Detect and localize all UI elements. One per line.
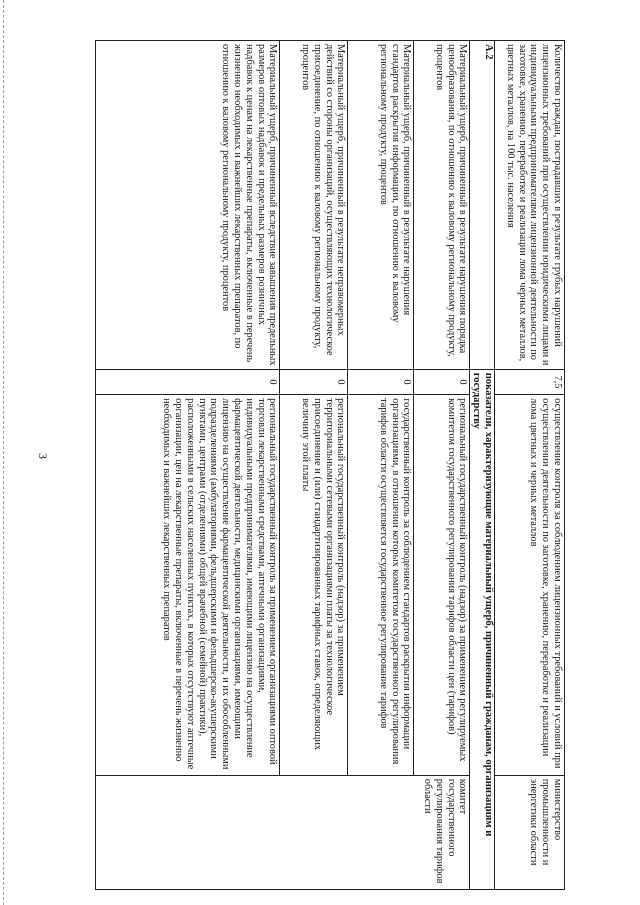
section-code	[470, 41, 495, 370]
procedure-cell: региональный государственный контроль за применением организациями оптовой торговли лекарственными средствами, аптечными организациями, индивидуальными предпринимателями, имеющими лицензию на осуществление фармацевтической деятельности, медицинскими организациями, имеющими лицензию на осуществление фармацевтической деятельности, и их обособленными подразделениями (амбулаториями, фельдшерскими и фельдшерско-акушерскими пунктами, центрами (отделениями) общей врачебной (семейной) практики), расположенными в сельских населенных пунктах, в которых отсутствуют аптечные организации, цен на лекарственные препараты, включенные в перечень жизненно необходимых и важнейших лекарственных препаратов	[96, 395, 280, 776]
rotated-page	[95, 40, 565, 890]
procedure-cell: региональный государственный контроль (надзор) за применением территориальными сетевыми организациями платы за технологическое присоединение и (или) стандартизированных тарифных ставок, определяющих величину этой платы	[280, 395, 348, 776]
value-cell: 0	[414, 369, 470, 394]
value-cell: 7,5	[495, 369, 565, 394]
section-title: показатели, характеризующие материальный ущерб, причиненный гражданам, организациям и государству	[470, 369, 495, 889]
indicator-cell: Материальный ущерб, причиненный в результате нарушения порядка ценообразования, по отношению к валовому региональному продукту, процентов	[414, 41, 470, 370]
authority-cell: комитет государственного регулирования тарифов области	[96, 775, 470, 889]
procedure-cell: региональный государственный контроль (надзор) за применением регулируемых комитетом государственного регулирования тарифов области цен (тарифов)	[414, 395, 470, 776]
table-row	[414, 41, 470, 890]
indicators-table	[95, 40, 565, 890]
value-cell: 0	[280, 369, 348, 394]
table-row	[280, 41, 348, 890]
indicator-cell: Материальный ущерб, причиненный в результате нарушения стандартов раскрытия информации, по отношению к валовому региональному продукту, процентов	[348, 41, 414, 370]
section-code-text: А.2	[483, 44, 494, 60]
page-number: 3	[36, 453, 50, 459]
procedure-cell: государственный контроль за соблюдением стандартов раскрытия информации организациями, в отношении которых комитетом государственного регулирования тарифов области осуществляется государственное регулирование тарифов	[348, 395, 414, 776]
scan-edge	[3, 0, 8, 905]
indicator-cell: Количество граждан, пострадавших в результате грубых нарушений лицензионных требований при осуществлении юридическими лицами и индивидуальными предпринимателями лицензионной деятельности по заготовке, хранению, переработке и реализации лома черных металлов, цветных металлов, на 100 тыс. населения	[495, 41, 565, 370]
table-row	[348, 41, 414, 890]
value-cell: 0	[348, 369, 414, 394]
authority-cell: министерство промышленности и энергетики области	[495, 775, 565, 889]
table-row	[96, 41, 280, 890]
section-header-row	[470, 41, 495, 890]
indicator-cell: Материальный ущерб, причиненный вследствие завышения предельных размеров оптовых надбавок и предельных размеров розничных надбавок к ценам на лекарственные препараты, включенные в перечень жизненно необходимых и важнейших лекарственных препаратов, по отношению к валовому региональному продукту, процентов	[96, 41, 280, 370]
procedure-cell: осуществление контроля за соблюдением лицензионных требований и условий при осуществлении деятельности по заготовке, хранению, переработке и реализации лома цветных и черных металлов	[495, 395, 565, 776]
value-cell: 0	[96, 369, 280, 394]
indicator-cell: Материальный ущерб, причиненный в результате неправомерных действий со стороны организаций, осуществляющих технологическое присоединение, по отношению к валовому региональному продукту, процентов	[280, 41, 348, 370]
table-row	[495, 41, 565, 890]
